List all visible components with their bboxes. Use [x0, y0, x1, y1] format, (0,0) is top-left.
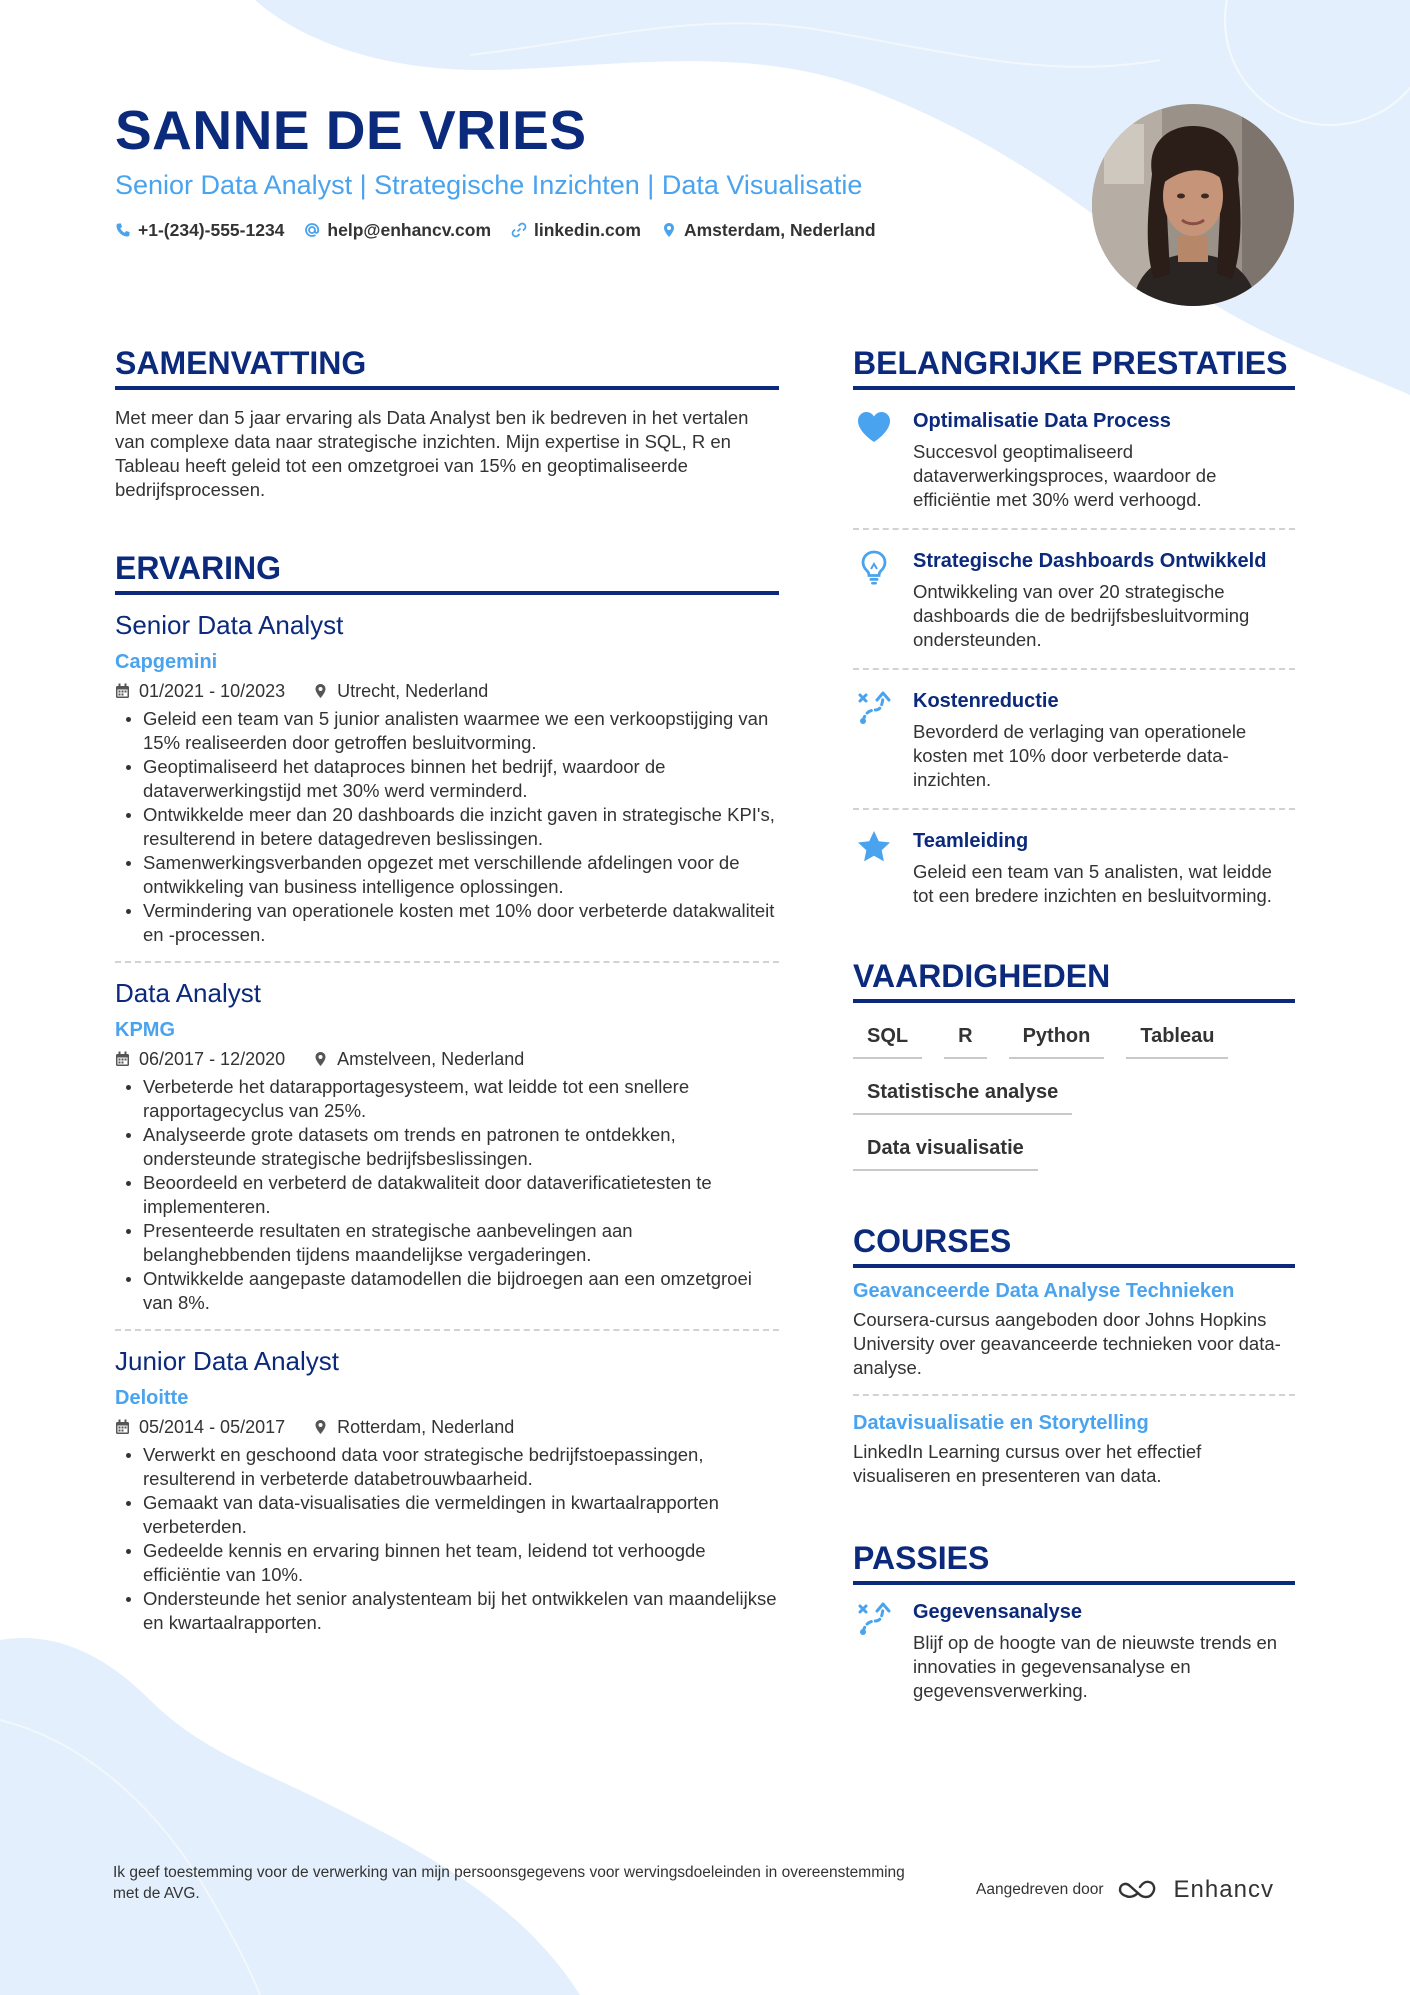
- achievement-item: [853, 810, 1295, 924]
- contact-email[interactable]: [304, 218, 491, 242]
- course-desc: LinkedIn Learning cursus over het effectief visualiseren en presenteren van data.: [853, 1441, 1202, 1486]
- job-dates: [115, 679, 285, 703]
- contact-bar: [115, 218, 1075, 242]
- achievement-item: [853, 530, 1295, 670]
- passion-title: Gegevensanalyse: [913, 1601, 1082, 1623]
- email-text: help@enhancv.com: [327, 220, 492, 240]
- job-bullet: Ontwikkelde meer dan 20 dashboards die inzicht gaven in strategische KPI's, resulterend in betere datagedreven beslissingen.: [115, 803, 779, 851]
- job-location: [313, 1415, 514, 1439]
- achievement-desc: Geleid een team van 5 analisten, wat leidde tot een bredere inzichten en besluitvorming.: [913, 861, 1272, 906]
- job-bullet: Ontwikkelde aangepaste datamodellen die bijdroegen aan een omzetgroei van 8%.: [115, 1267, 779, 1315]
- courses-section: [853, 1221, 1295, 1502]
- job-bullet: Verbeterde het datarapportagesysteem, wat leidde tot een snellere rapportagecyclus van 25%.: [115, 1075, 779, 1123]
- profile-photo: [1092, 104, 1294, 306]
- left-column: [115, 343, 779, 1649]
- job-location-text: Rotterdam, Nederland: [337, 1417, 515, 1437]
- achievement-desc: Succesvol geoptimaliseerd dataverwerkingsproces, waardoor de efficiëntie met 30% werd verhoogd.: [913, 441, 1217, 510]
- job-dates: [115, 1047, 285, 1071]
- resume-header: [115, 98, 1075, 242]
- powered-by-label: Aangedreven door: [976, 1881, 1104, 1898]
- achievements-section: [853, 343, 1295, 924]
- skills-heading: VAARDIGHEDEN: [853, 956, 1295, 1003]
- job-bullet: Gemaakt van data-visualisaties die vermeldingen in kwartaalrapporten verbeterden.: [115, 1491, 779, 1539]
- job-meta: [115, 1415, 779, 1439]
- job-bullet: Geoptimaliseerd het dataproces binnen het bedrijf, waardoor de dataverwerkingstijd met 30% werd verminderd.: [115, 755, 779, 803]
- calendar-icon: [115, 1051, 130, 1067]
- job-bullet: Ondersteunde het senior analystenteam bij het ontwikkelen van maandelijkse en kwartaalrapporten.: [115, 1587, 779, 1635]
- skill-tag: Data visualisatie: [853, 1129, 1038, 1171]
- job-entry: [115, 963, 779, 1331]
- job-meta: [115, 1047, 779, 1071]
- job-bullet: Vermindering van operationele kosten met 10% door verbeterde datakwaliteit en -processen.: [115, 899, 779, 947]
- achievement-title: Optimalisatie Data Process: [913, 410, 1171, 432]
- course-item: [853, 1268, 1295, 1396]
- job-title: Data Analyst: [115, 978, 261, 1008]
- job-entry: [115, 595, 779, 963]
- link-icon: [511, 222, 527, 238]
- achievement-desc: Bevorderd de verlaging van operationele kosten met 10% door verbeterde data-inzichten.: [913, 721, 1247, 790]
- calendar-icon: [115, 683, 130, 699]
- course-desc: Coursera-cursus aangeboden door Johns Hopkins University over geavanceerde technieken voor data-analyse.: [853, 1309, 1281, 1378]
- skills-list: [853, 1017, 1295, 1171]
- achievement-title: Teamleiding: [913, 830, 1029, 852]
- calendar-icon: [115, 1419, 130, 1435]
- powered-by[interactable]: [976, 1876, 1274, 1904]
- enhancv-logo-icon: [1116, 1878, 1162, 1902]
- job-location-text: Amstelveen, Nederland: [337, 1049, 525, 1069]
- job-dates-text: 01/2021 - 10/2023: [139, 681, 286, 701]
- at-icon: [304, 222, 320, 238]
- summary-text: Met meer dan 5 jaar ervaring als Data Analyst ben ik bedreven in het vertalen van complexe data naar strategische inzichten. Mijn expertise in SQL, R en Tableau heeft geleid tot een omzetgroei van 15% en geoptimaliseerde bedrijfsprocessen.: [115, 407, 749, 500]
- location-text: Amsterdam, Nederland: [683, 220, 876, 240]
- contact-location: [661, 218, 876, 242]
- job-entry: [115, 1331, 779, 1649]
- location-pin-icon: [313, 1419, 328, 1435]
- experience-heading: ERVARING: [115, 548, 779, 595]
- right-column: [853, 343, 1295, 1765]
- job-title: Junior Data Analyst: [115, 1346, 340, 1376]
- job-dates-text: 05/2014 - 05/2017: [139, 1417, 286, 1437]
- job-bullets: [115, 707, 779, 947]
- route-icon: [855, 1599, 893, 1637]
- heart-icon: [855, 408, 893, 446]
- skill-tag: Statistische analyse: [853, 1073, 1072, 1115]
- achievement-desc: Ontwikkeling van over 20 strategische dashboards die de bedrijfsbesluitvorming ondersteunden.: [913, 581, 1250, 650]
- courses-heading: COURSES: [853, 1221, 1295, 1268]
- brand-name: Enhancv: [1173, 1876, 1274, 1903]
- company-name: Deloitte: [115, 1387, 189, 1409]
- passions-heading: PASSIES: [853, 1538, 1295, 1585]
- skill-tag: Python: [1009, 1017, 1105, 1059]
- achievements-heading: BELANGRIJKE PRESTATIES: [853, 343, 1295, 390]
- job-bullet: Presenteerde resultaten en strategische aanbevelingen aan belanghebbenden tijdens maandelijkse vergaderingen.: [115, 1219, 779, 1267]
- route-icon: [855, 688, 893, 726]
- job-bullet: Gedeelde kennis en ervaring binnen het team, leidend tot verhoogde efficiëntie van 10%.: [115, 1539, 779, 1587]
- job-bullet: Verwerkt en geschoond data voor strategische bedrijfstoepassingen, resulterend in verbeterde databetrouwbaarheid.: [115, 1443, 779, 1491]
- experience-section: [115, 548, 779, 1649]
- job-bullet: Samenwerkingsverbanden opgezet met verschillende afdelingen voor de ontwikkeling van business intelligence oplossingen.: [115, 851, 779, 899]
- job-dates-text: 06/2017 - 12/2020: [139, 1049, 286, 1069]
- job-dates: [115, 1415, 285, 1439]
- location-pin-icon: [313, 1051, 328, 1067]
- linkedin-text: linkedin.com: [534, 220, 641, 240]
- lightbulb-icon: [855, 548, 893, 586]
- skill-tag: R: [944, 1017, 986, 1059]
- candidate-subtitle: Senior Data Analyst | Strategische Inzichten | Data Visualisatie: [115, 170, 863, 200]
- job-location: [313, 1047, 524, 1071]
- job-location: [313, 679, 488, 703]
- phone-text: +1-(234)-555-1234: [138, 220, 285, 240]
- achievement-item: [853, 390, 1295, 530]
- job-bullets: [115, 1443, 779, 1635]
- skill-tag: SQL: [853, 1017, 922, 1059]
- skill-tag: Tableau: [1126, 1017, 1228, 1059]
- job-location-text: Utrecht, Nederland: [337, 681, 489, 701]
- course-item: [853, 1396, 1295, 1502]
- achievement-item: [853, 670, 1295, 810]
- summary-section: [115, 343, 779, 502]
- job-bullet: Analyseerde grote datasets om trends en patronen te ontdekken, ondersteunde strategische bedrijfsbeslissingen.: [115, 1123, 779, 1171]
- job-bullets: [115, 1075, 779, 1315]
- job-bullet: Beoordeeld en verbeterd de datakwaliteit door dataverificatietesten te implementeren.: [115, 1171, 779, 1219]
- course-title: Geavanceerde Data Analyse Technieken: [853, 1280, 1235, 1302]
- job-meta: [115, 679, 779, 703]
- contact-linkedin[interactable]: [511, 218, 641, 242]
- contact-phone[interactable]: [115, 218, 284, 242]
- star-icon: [855, 828, 893, 866]
- phone-icon: [115, 222, 131, 238]
- job-title: Senior Data Analyst: [115, 610, 344, 640]
- summary-heading: SAMENVATTING: [115, 343, 779, 390]
- company-name: KPMG: [115, 1019, 175, 1041]
- passion-item: [853, 1585, 1295, 1719]
- company-name: Capgemini: [115, 651, 218, 673]
- passions-section: [853, 1538, 1295, 1719]
- passion-desc: Blijf op de hoogte van de nieuwste trends en innovaties in gegevensanalyse en gegevensverwerking.: [913, 1632, 1278, 1701]
- consent-note: Ik geef toestemming voor de verwerking van mijn persoonsgegevens voor wervingsdoeleinden in overeenstemming met de AVG.: [113, 1864, 905, 1902]
- course-title: Datavisualisatie en Storytelling: [853, 1412, 1149, 1434]
- location-pin-icon: [313, 683, 328, 699]
- location-pin-icon: [661, 222, 677, 238]
- achievement-title: Strategische Dashboards Ontwikkeld: [913, 550, 1267, 572]
- skills-section: [853, 956, 1295, 1171]
- achievement-title: Kostenreductie: [913, 690, 1059, 712]
- candidate-name: SANNE DE VRIES: [115, 99, 587, 161]
- job-bullet: Geleid een team van 5 junior analisten waarmee we een verkoopstijging van 15% realiseerden door getroffen besluitvorming.: [115, 707, 779, 755]
